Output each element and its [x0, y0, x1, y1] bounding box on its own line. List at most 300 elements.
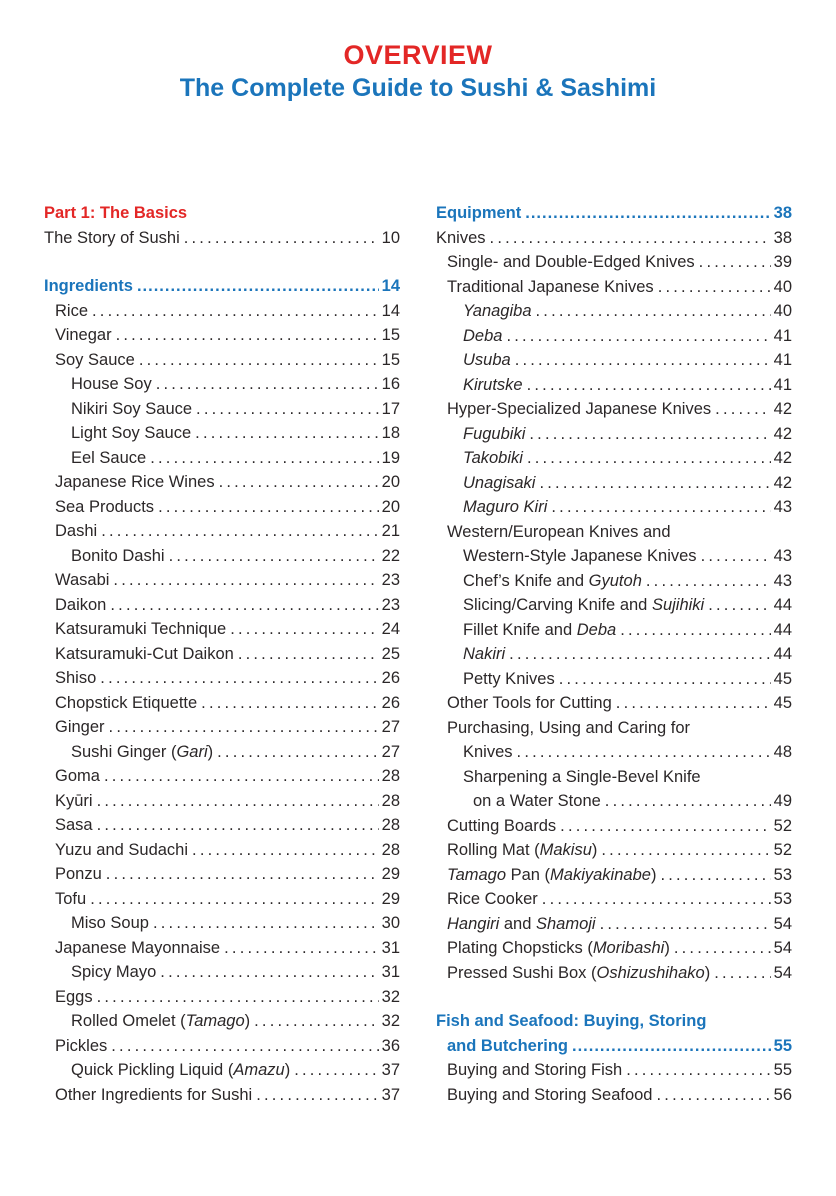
page-number: 53: [773, 865, 792, 884]
page-number: 55: [773, 1061, 792, 1079]
toc-entry: [436, 789, 792, 814]
toc-label-segment: Soy Sauce: [55, 350, 135, 369]
dot-leader: [100, 666, 378, 691]
dot-leader: [230, 617, 378, 642]
page-number: 44: [773, 645, 792, 663]
page-number: 20: [381, 473, 400, 491]
toc-entry-label: [447, 887, 538, 912]
dot-leader: [201, 691, 378, 716]
toc-label-segment: Slicing/Carving Knife and: [463, 596, 652, 614]
dot-leader: [256, 1083, 378, 1108]
toc-entry: [436, 642, 792, 667]
page-number: 31: [381, 938, 400, 957]
dot-leader: [150, 446, 378, 471]
toc-entry: [44, 446, 400, 471]
toc-entry: [44, 789, 400, 814]
toc-entry: [436, 691, 792, 716]
dot-leader: [184, 226, 379, 251]
page-number: 56: [773, 1085, 792, 1104]
dot-leader: [714, 961, 770, 986]
dot-leader: [551, 495, 770, 520]
toc-entry-label: [55, 764, 100, 789]
dot-leader: [506, 324, 770, 349]
page-number: 42: [773, 400, 792, 418]
toc-entry-label: [447, 1058, 622, 1083]
page-number: 32: [381, 1012, 400, 1030]
toc-entry-label: [71, 421, 191, 446]
dot-leader: [658, 275, 771, 300]
page-number: 26: [381, 693, 400, 712]
toc-column-left: [44, 201, 400, 1107]
toc-label-segment: Purchasing, Using and Caring for: [447, 718, 691, 737]
toc-entry-label: [55, 1083, 252, 1108]
toc-entry-label: [463, 446, 523, 471]
dot-leader: [160, 960, 378, 985]
toc-label-segment: Western/European Knives and: [447, 522, 671, 541]
toc-entry-label: [463, 569, 642, 594]
toc-entry-label: [463, 495, 547, 520]
page-number: 42: [773, 449, 792, 467]
dot-leader: [527, 446, 771, 471]
page-subtitle: The Complete Guide to Sushi & Sashimi: [179, 74, 657, 102]
toc-label-segment: ): [664, 939, 670, 957]
toc-entry-label: [447, 1034, 568, 1059]
toc-entry: [44, 960, 400, 985]
toc-entry: [436, 887, 792, 912]
dot-leader: [509, 642, 770, 667]
toc-entry: [44, 740, 400, 765]
page-number: 10: [381, 228, 400, 247]
toc-entry-label: [447, 936, 670, 961]
page-number: 55: [773, 1036, 792, 1055]
page-number: 42: [773, 424, 792, 443]
page-number: 19: [381, 448, 400, 467]
page-number: 40: [773, 302, 792, 320]
page-number: 44: [773, 620, 792, 639]
toc-label-segment: Quick Pickling Liquid (: [71, 1061, 234, 1079]
toc-entry: [436, 226, 792, 251]
toc-label-segment: Japanese Rice Wines: [55, 473, 215, 491]
toc-label-italic-segment: Gyutoh: [588, 571, 642, 590]
toc-label-segment: Single- and Double-Edged Knives: [447, 253, 695, 271]
dot-leader: [110, 593, 378, 618]
dot-leader: [527, 373, 771, 398]
page-number: 32: [381, 987, 400, 1006]
toc-label-segment: Plating Chopsticks (: [447, 939, 593, 957]
toc-label-italic-segment: Tamago: [447, 865, 507, 884]
toc-entry: [44, 985, 400, 1010]
page-title: OVERVIEW: [343, 40, 493, 70]
toc-label-segment: Bonito Dashi: [71, 546, 165, 565]
toc-entry-label: [436, 226, 486, 251]
dot-leader: [109, 715, 379, 740]
page-number: 26: [381, 669, 400, 687]
toc-entry-label: [447, 691, 612, 716]
page-number: 28: [381, 840, 400, 859]
toc-entry: [436, 765, 792, 790]
toc-heading: [436, 1034, 792, 1059]
toc-label-italic-segment: Amazu: [233, 1061, 285, 1079]
toc-label-segment: Knives: [436, 228, 486, 247]
toc-entry: [44, 691, 400, 716]
toc-entry: [436, 961, 792, 986]
toc-entry: [436, 740, 792, 765]
page-number: 40: [773, 277, 792, 296]
page-number: 18: [381, 424, 400, 442]
toc-entry: [44, 642, 400, 667]
toc-label-segment: ): [591, 841, 598, 859]
toc-label-italic-segment: Usuba: [463, 351, 511, 369]
dot-leader: [192, 838, 379, 863]
dot-leader: [646, 569, 771, 594]
dot-leader: [525, 201, 770, 226]
toc-entry-label: [463, 765, 701, 790]
toc-entry-label: [447, 814, 556, 839]
dot-leader: [196, 397, 379, 422]
toc-entry-label: [71, 960, 156, 985]
toc-entry-label: [55, 985, 93, 1010]
toc-entry: [436, 593, 792, 618]
toc-label-segment: Sharpening a Single-Bevel Knife: [463, 767, 701, 786]
toc-entry: [436, 569, 792, 594]
page-number: 38: [773, 204, 792, 222]
page-number: 45: [773, 694, 792, 712]
toc-entry-label: [463, 324, 502, 349]
toc-entry-label: [463, 618, 616, 643]
toc-label-segment: Daikon: [55, 595, 107, 614]
toc-entry: [44, 666, 400, 691]
page-number: 28: [381, 791, 400, 810]
toc-label-segment: on a Water Stone: [473, 792, 601, 810]
toc-label-segment: Kyūri: [55, 791, 93, 810]
toc-label-italic-segment: Maguro Kiri: [463, 498, 548, 516]
page-number: 14: [381, 277, 400, 295]
toc-entry-label: [55, 789, 93, 814]
toc-label-segment: Light Soy Sauce: [71, 424, 192, 442]
toc-entry: [436, 250, 792, 275]
toc-label-segment: Eel Sauce: [71, 448, 147, 467]
page-number: 31: [381, 963, 400, 981]
dot-leader: [660, 863, 770, 888]
page-number: 39: [773, 253, 792, 271]
toc-entry-label: [436, 1009, 706, 1034]
dot-leader: [219, 470, 379, 495]
toc-entry: [436, 422, 792, 447]
toc-entry-label: [55, 519, 97, 544]
toc-entry: [436, 863, 792, 888]
toc-label-segment: Ginger: [55, 718, 105, 736]
toc-entry-label: [447, 275, 654, 300]
dot-leader: [542, 887, 771, 912]
toc-entry: [436, 348, 792, 373]
toc-entry: [436, 912, 792, 937]
toc-label-segment: Chef’s Knife and: [463, 571, 589, 590]
toc-label-segment: Tofu: [55, 889, 87, 908]
toc-label-italic-segment: Gari: [176, 742, 208, 761]
toc-label-segment: ): [284, 1061, 291, 1079]
toc-columns: [44, 201, 792, 1107]
toc-label-segment: Dashi: [55, 522, 98, 540]
toc-entry: [436, 618, 792, 643]
toc-label-italic-segment: Makiyakinabe: [550, 865, 651, 884]
toc-label-segment: Part 1: The Basics: [44, 204, 188, 222]
toc-entry: [436, 814, 792, 839]
toc-label-segment: Rice: [55, 301, 89, 320]
toc-entry: [436, 471, 792, 496]
toc-entry: [436, 373, 792, 398]
toc-entry: [44, 911, 400, 936]
toc-label-segment: Eggs: [55, 987, 93, 1006]
toc-label-segment: Rice Cooker: [447, 890, 538, 908]
toc-entry: [44, 936, 400, 961]
toc-label-segment: ): [207, 742, 214, 761]
toc-label-italic-segment: Shamoji: [535, 914, 596, 933]
toc-label-italic-segment: Nakiri: [463, 645, 506, 663]
dot-leader: [294, 1058, 378, 1083]
toc-entry-label: [55, 470, 215, 495]
page-number: 45: [773, 669, 792, 688]
page-number: 37: [381, 1061, 400, 1079]
toc-entry: [44, 372, 400, 397]
toc-label-segment: Katsuramuki-Cut Daikon: [55, 644, 234, 663]
toc-entry-label: [463, 740, 513, 765]
toc-heading: [44, 274, 400, 299]
toc-entry-label: [55, 1034, 107, 1059]
toc-entry-label: [55, 495, 154, 520]
toc-entry-label: [463, 544, 697, 569]
toc-label-italic-segment: Takobiki: [463, 449, 523, 467]
toc-label-segment: Knives: [463, 743, 513, 761]
dot-leader: [708, 593, 770, 618]
page-number: 29: [381, 865, 400, 883]
toc-label-segment: Buying and Storing Fish: [447, 1061, 623, 1079]
toc-label-segment: The Story of Sushi: [44, 228, 180, 247]
page-number: 29: [381, 889, 400, 908]
toc-entry-label: [71, 372, 152, 397]
toc-entry: [44, 813, 400, 838]
page-number: 28: [381, 816, 400, 834]
toc-entry: [436, 1058, 792, 1083]
dot-leader: [169, 544, 379, 569]
toc-entry-label: [44, 201, 187, 226]
toc-entry-label: [447, 520, 671, 545]
toc-entry: [436, 1083, 792, 1108]
toc-label-segment: Ponzu: [55, 865, 102, 883]
toc-entry: [436, 716, 792, 741]
page-number: 23: [381, 571, 400, 589]
toc-entry-label: [447, 863, 656, 888]
dot-leader: [104, 764, 379, 789]
toc-entry-label: [55, 715, 105, 740]
toc-entry: [436, 446, 792, 471]
dot-leader: [616, 691, 771, 716]
dot-leader: [701, 544, 771, 569]
toc-entry-label: [55, 887, 86, 912]
page-number: 17: [381, 399, 400, 418]
toc-entry-label: [447, 961, 710, 986]
dot-leader: [605, 789, 771, 814]
toc-label-segment: Ingredients: [44, 277, 133, 295]
toc-label-italic-segment: Yanagiba: [463, 302, 532, 320]
page-number: 38: [773, 228, 792, 247]
dot-leader: [559, 667, 771, 692]
dot-leader: [600, 912, 771, 937]
toc-label-italic-segment: Deba: [576, 620, 617, 639]
toc-entry-label: [44, 226, 180, 251]
toc-column-right: [436, 201, 792, 1107]
toc-entry-label: [55, 299, 88, 324]
page-number: 54: [773, 914, 792, 933]
dot-leader: [113, 568, 378, 593]
toc-entry-label: [55, 617, 226, 642]
page-number: 27: [381, 718, 400, 736]
toc-label-segment: Western-Style Japanese Knives: [463, 547, 697, 565]
toc-label-italic-segment: Deba: [463, 326, 503, 345]
toc-entry-label: [463, 667, 555, 692]
page-number: 42: [773, 473, 792, 492]
dot-leader: [137, 274, 379, 299]
toc-entry-label: [55, 691, 197, 716]
toc-entry-label: [55, 838, 188, 863]
toc-entry-label: [44, 274, 133, 299]
toc-label-segment: Other Ingredients for Sushi: [55, 1085, 253, 1104]
toc-label-segment: Fillet Knife and: [463, 620, 577, 639]
page-number: 16: [381, 375, 400, 393]
toc-entry: [44, 323, 400, 348]
dot-leader: [515, 348, 771, 373]
dot-leader: [699, 250, 771, 275]
dot-leader: [97, 813, 379, 838]
toc-label-segment: Spicy Mayo: [71, 963, 157, 981]
toc-entry-label: [71, 911, 149, 936]
toc-entry: [44, 1034, 400, 1059]
dot-leader: [620, 618, 770, 643]
page-number: 30: [381, 914, 400, 932]
toc-entry: [436, 520, 792, 545]
page-number: 49: [773, 792, 792, 810]
page-number: 43: [773, 498, 792, 516]
toc-entry: [44, 470, 400, 495]
page-number: 14: [381, 301, 400, 320]
toc-label-segment: Equipment: [436, 204, 522, 222]
toc-entry: [436, 324, 792, 349]
dot-leader: [490, 226, 771, 251]
toc-heading: [436, 1009, 792, 1034]
toc-entry-label: [55, 323, 112, 348]
page-number: 25: [381, 644, 400, 663]
page-number: 48: [773, 743, 792, 761]
toc-entry: [44, 593, 400, 618]
toc-entry-label: [55, 642, 234, 667]
toc-entry: [44, 519, 400, 544]
page-number: 43: [773, 547, 792, 565]
toc-entry-label: [55, 862, 102, 887]
toc-entry-label: [55, 593, 106, 618]
toc-entry: [44, 617, 400, 642]
toc-entry: [436, 544, 792, 569]
dot-leader: [139, 348, 379, 373]
toc-entry-label: [55, 568, 109, 593]
toc-entry: [44, 1058, 400, 1083]
toc-entry: [436, 275, 792, 300]
toc-entry-label: [463, 348, 511, 373]
toc-label-segment: Sasa: [55, 816, 93, 834]
toc-entry-label: [71, 740, 213, 765]
toc-entry: [44, 715, 400, 740]
toc-label-segment: Petty Knives: [463, 669, 555, 688]
page-number: 24: [381, 620, 400, 638]
toc-entry-label: [447, 1083, 653, 1108]
toc-label-segment: Fish and Seafood: Buying, Storing: [436, 1012, 707, 1030]
page-number: 36: [381, 1036, 400, 1055]
toc-entry: [44, 887, 400, 912]
toc-entry-label: [55, 348, 135, 373]
page-number: 54: [773, 963, 792, 982]
page-number: 53: [773, 890, 792, 908]
toc-label-italic-segment: Unagisaki: [463, 473, 536, 492]
toc-label-segment: Miso Soup: [71, 914, 149, 932]
toc-heading: [436, 201, 792, 226]
toc-entry: [436, 495, 792, 520]
page-number: 41: [773, 375, 792, 394]
dot-leader: [97, 985, 379, 1010]
toc-entry-label: [447, 838, 597, 863]
toc-entry-label: [447, 912, 596, 937]
toc-entry-label: [71, 397, 192, 422]
toc-entry-label: [436, 201, 521, 226]
toc-entry-label: [463, 471, 535, 496]
toc-label-segment: Pan (: [506, 865, 551, 884]
toc-label-segment: Wasabi: [55, 571, 110, 589]
dot-leader: [224, 936, 379, 961]
toc-label-segment: and: [499, 914, 536, 933]
toc-entry-label: [71, 446, 146, 471]
toc-label-segment: Chopstick Etiquette: [55, 693, 198, 712]
page-number: 15: [381, 326, 400, 344]
dot-leader: [560, 814, 770, 839]
page-number: 23: [381, 595, 400, 614]
toc-entry-label: [447, 250, 695, 275]
dot-leader: [101, 519, 378, 544]
toc-label-segment: Sushi Ginger (: [71, 742, 177, 761]
toc-entry: [44, 397, 400, 422]
page-number: 52: [773, 816, 792, 835]
toc-entry-label: [473, 789, 601, 814]
dot-leader: [153, 911, 379, 936]
toc-entry-label: [55, 666, 96, 691]
toc-label-segment: ): [704, 963, 711, 982]
toc-label-segment: Traditional Japanese Knives: [447, 277, 654, 296]
dot-leader: [156, 372, 379, 397]
toc-entry-label: [447, 716, 690, 741]
toc-entry: [44, 862, 400, 887]
toc-label-segment: Pickles: [55, 1036, 108, 1055]
dot-leader: [601, 838, 770, 863]
page-number: 27: [381, 742, 400, 761]
toc-entry: [44, 348, 400, 373]
dot-leader: [158, 495, 379, 520]
dot-leader: [626, 1058, 770, 1083]
toc-label-segment: Katsuramuki Technique: [55, 620, 227, 638]
toc-entry-label: [55, 936, 220, 961]
page-number: 41: [773, 326, 792, 345]
toc-label-segment: Rolled Omelet (: [71, 1012, 186, 1030]
dot-leader: [97, 789, 379, 814]
toc-entry: [436, 299, 792, 324]
toc-entry: [44, 764, 400, 789]
toc-label-italic-segment: Moribashi: [592, 939, 665, 957]
toc-label-segment: Cutting Boards: [447, 816, 557, 835]
